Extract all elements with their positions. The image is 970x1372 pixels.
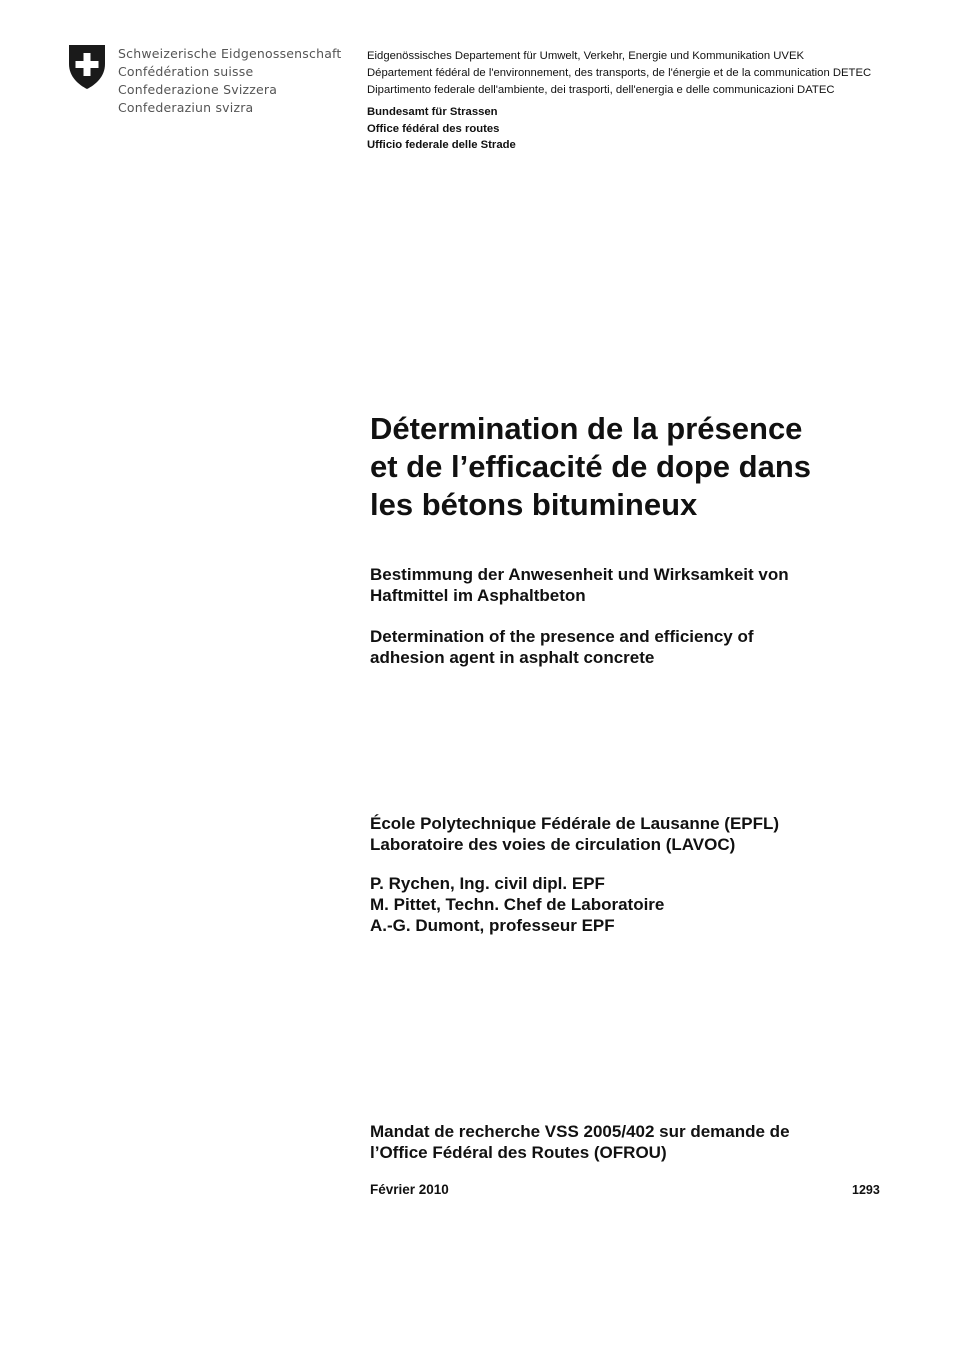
- subtitle-line: adhesion agent in asphalt concrete: [370, 648, 655, 667]
- subtitle-german: [370, 564, 890, 606]
- author-line: P. Rychen, Ing. civil dipl. EPF: [370, 874, 605, 893]
- department-it: Dipartimento federale dell'ambiente, dei trasporti, dell'energia e delle communicazioni DATEC: [367, 84, 835, 96]
- subtitle-line: Haftmittel im Asphaltbeton: [370, 586, 586, 605]
- confederation-name-fr: Confédération suisse: [118, 64, 254, 79]
- title-line: et de l’efficacité de dope dans: [370, 449, 812, 484]
- author-line: M. Pittet, Techn. Chef de Laboratoire: [370, 895, 665, 914]
- confederation-name-it: Confederazione Svizzera: [118, 82, 278, 97]
- office-block: [367, 104, 516, 154]
- department-block: [367, 48, 871, 99]
- subtitle-line: Bestimmung der Anwesenheit und Wirksamkeit von: [370, 565, 789, 584]
- title-line: Détermination de la présence: [370, 411, 803, 446]
- document-title: [370, 410, 870, 524]
- authors-block: [370, 873, 890, 936]
- department-de: Eidgenössisches Departement für Umwelt, Verkehr, Energie und Kommunikation UVEK: [367, 50, 805, 62]
- office-fr: Office fédéral des routes: [367, 122, 500, 135]
- department-fr: Département fédéral de l'environnement, des transports, de l'énergie et de la communication DETEC: [367, 67, 872, 79]
- title-line: les bétons bitumineux: [370, 487, 698, 522]
- report-number: 1293: [852, 1183, 880, 1197]
- confederation-name-rm: Confederaziun svizra: [118, 100, 254, 115]
- subtitle-line: Determination of the presence and efficiency of: [370, 627, 754, 646]
- subtitle-english: [370, 626, 890, 668]
- confederation-name: [118, 45, 342, 117]
- mandate-line: Mandat de recherche VSS 2005/402 sur demande de: [370, 1122, 790, 1141]
- author-line: A.-G. Dumont, professeur EPF: [370, 916, 615, 935]
- institution-line: Laboratoire des voies de circulation (LAVOC): [370, 835, 736, 854]
- institution-block: [370, 813, 890, 855]
- swiss-shield-icon: [68, 44, 106, 90]
- publication-date: Février 2010: [370, 1182, 449, 1197]
- office-de: Bundesamt für Strassen: [367, 106, 498, 118]
- confederation-name-de: Schweizerische Eidgenossenschaft: [118, 46, 342, 61]
- mandate-line: l’Office Fédéral des Routes (OFROU): [370, 1143, 667, 1162]
- institution-line: École Polytechnique Fédérale de Lausanne (EPFL): [370, 814, 780, 833]
- confederation-logo: [68, 44, 358, 124]
- mandate-block: [370, 1121, 890, 1163]
- office-it: Ufficio federale delle Strade: [367, 139, 516, 151]
